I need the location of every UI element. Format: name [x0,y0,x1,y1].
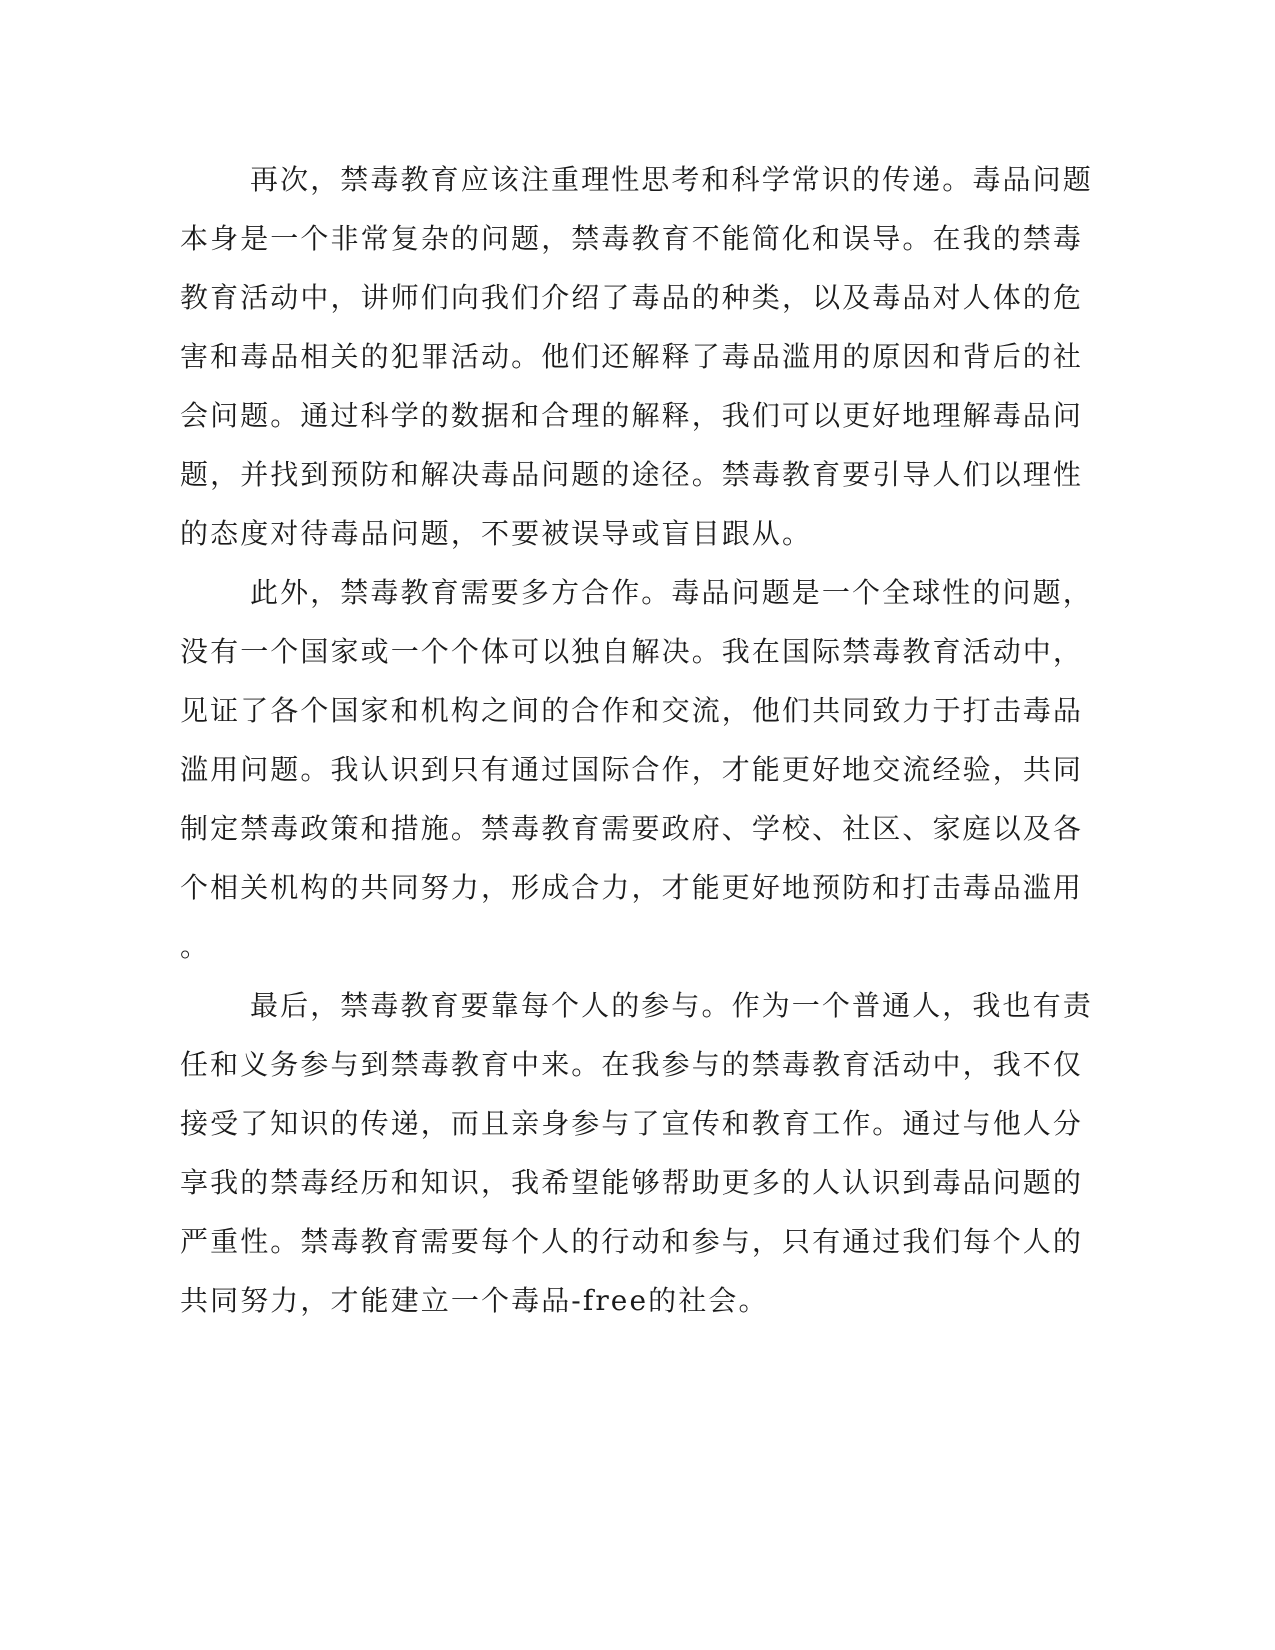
text-line: 严重性。禁毒教育需要每个人的行动和参与，只有通过我们每个人的 [180,1225,1084,1258]
text-line: 滥用问题。我认识到只有通过国际合作，才能更好地交流经验，共同 [180,753,1084,786]
text-line: 题，并找到预防和解决毒品问题的途径。禁毒教育要引导人们以理性 [180,458,1084,491]
text-line: 最后，禁毒教育要靠每个人的参与。作为一个普通人，我也有责 [250,989,1093,1022]
text-line: 享我的禁毒经历和知识，我希望能够帮助更多的人认识到毒品问题的 [180,1166,1084,1199]
text-line: 会问题。通过科学的数据和合理的解释，我们可以更好地理解毒品问 [180,399,1084,432]
text-line: 再次，禁毒教育应该注重理性思考和科学常识的传递。毒品问题 [250,163,1093,196]
text-line: 接受了知识的传递，而且亲身参与了宣传和教育工作。通过与他人分 [180,1107,1084,1140]
text-line: 害和毒品相关的犯罪活动。他们还解释了毒品滥用的原因和背后的社 [180,340,1084,373]
text-line: 个相关机构的共同努力，形成合力，才能更好地预防和打击毒品滥用 [180,871,1084,904]
text-line: 本身是一个非常复杂的问题，禁毒教育不能简化和误导。在我的禁毒 [180,222,1084,255]
text-line: 教育活动中，讲师们向我们介绍了毒品的种类，以及毒品对人体的危 [180,281,1084,314]
text-line: 没有一个国家或一个个体可以独自解决。我在国际禁毒教育活动中， [180,635,1084,668]
text-line: 的态度对待毒品问题，不要被误导或盲目跟从。 [180,517,813,550]
text-line: 制定禁毒政策和措施。禁毒教育需要政府、学校、社区、家庭以及各 [180,812,1084,845]
text-line: 此外，禁毒教育需要多方合作。毒品问题是一个全球性的问题， [250,576,1093,609]
text-line: 任和义务参与到禁毒教育中来。在我参与的禁毒教育活动中，我不仅 [180,1048,1084,1081]
text-line: 共同努力，才能建立一个毒品-free的社会。 [180,1284,769,1317]
text-line: 。 [180,930,211,963]
text-line: 见证了各个国家和机构之间的合作和交流，他们共同致力于打击毒品 [180,694,1084,727]
